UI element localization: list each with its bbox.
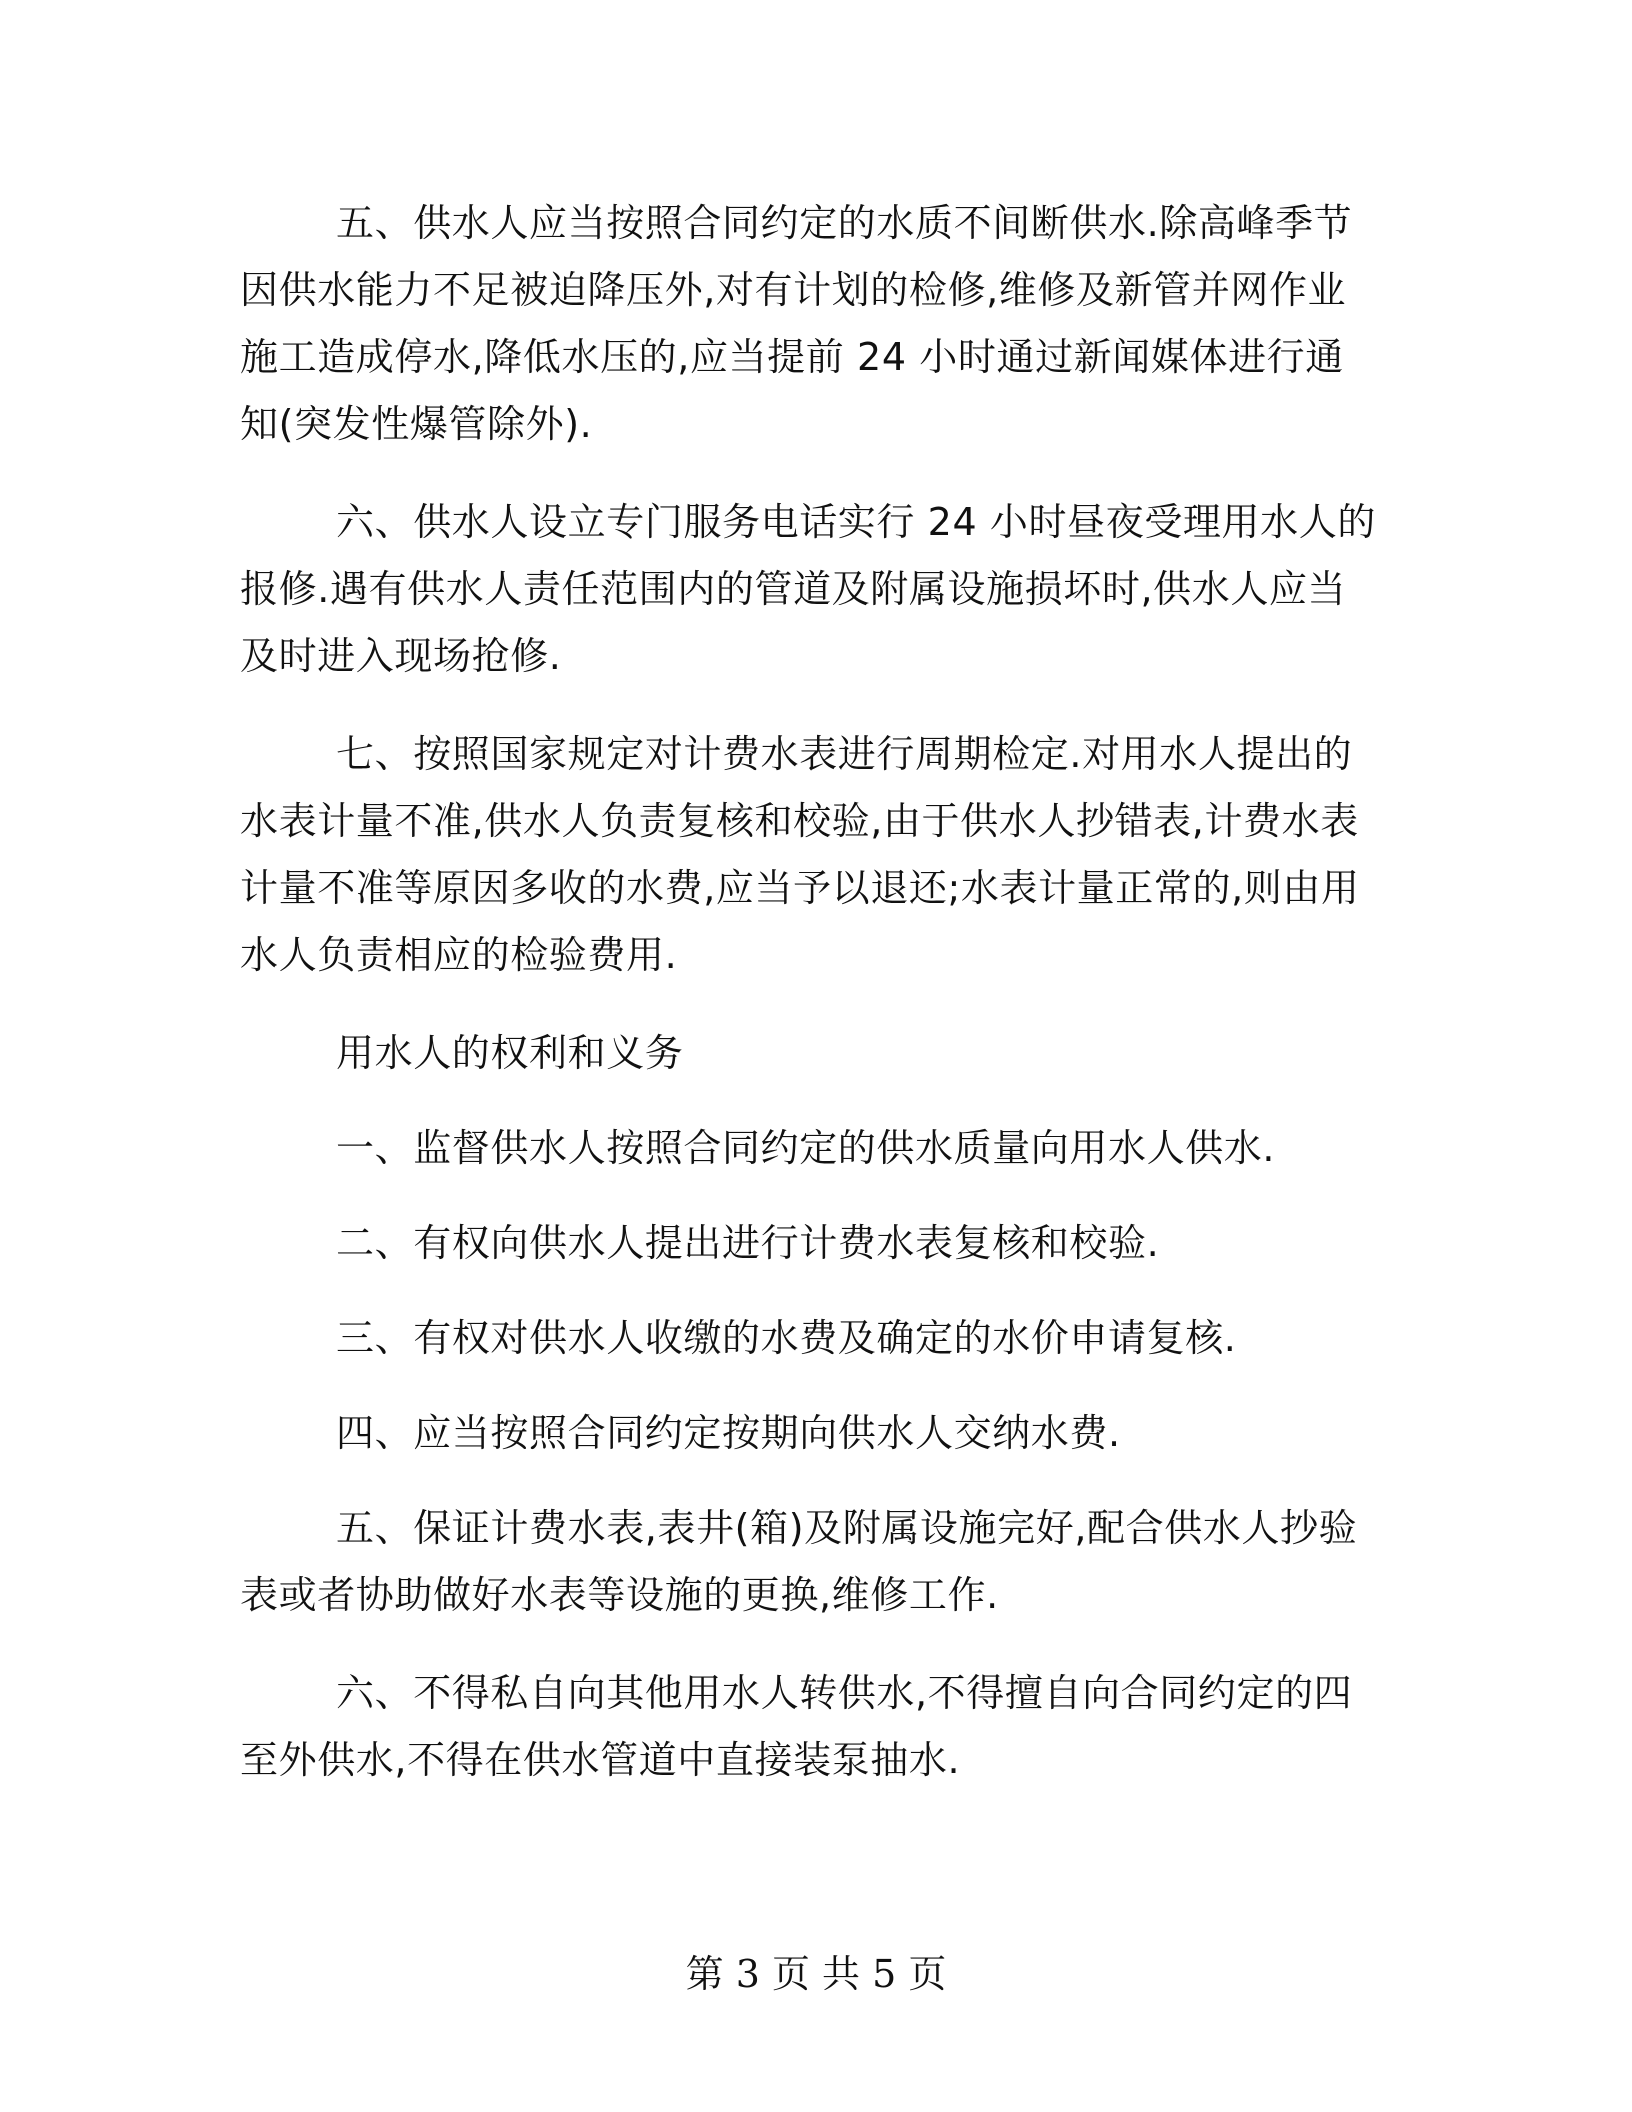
user-clause-5: 五、保证计费水表,表井(箱)及附属设施完好,配合供水人抄验表或者协助做好水表等设施的更换,维修工作. xyxy=(240,1506,1358,1617)
supplier-clause-7: 七、按照国家规定对计费水表进行周期检定.对用水人提出的水表计量不准,供水人负责复核和校验,由于供水人抄错表,计费水表计量不准等原因多收的水费,应当予以退还;水表计量正常的,则由用水人负责相应的检验费用. xyxy=(240,732,1360,977)
user-clause-3: 三、有权对供水人收缴的水费及确定的水价申请复核. xyxy=(336,1316,1237,1360)
user-section-heading: 用水人的权利和义务 xyxy=(336,1031,684,1075)
user-clause-2: 二、有权向供水人提出进行计费水表复核和校验. xyxy=(336,1221,1160,1265)
supplier-clause-5: 五、供水人应当按照合同约定的水质不间断供水.除高峰季节因供水能力不足被迫降压外,对有计划的检修,维修及新管并网作业施工造成停水,降低水压的,应当提前 24 小时通过新闻媒体进行通知(突发性爆管除外). xyxy=(240,201,1353,446)
supplier-clause-6: 六、供水人设立专门服务电话实行 24 小时昼夜受理用水人的报修.遇有供水人责任范围内的管道及附属设施损坏时,供水人应当及时进入现场抢修. xyxy=(240,500,1376,678)
user-clause-6: 六、不得私自向其他用水人转供水,不得擅自向合同约定的四至外供水,不得在供水管道中直接装泵抽水. xyxy=(240,1671,1353,1782)
document-body xyxy=(240,190,1380,1825)
page-number-footer: 第 3 页 共 5 页 xyxy=(685,1952,947,1996)
user-clause-4: 四、应当按照合同约定按期向供水人交纳水费. xyxy=(336,1411,1121,1455)
user-clause-1: 一、监督供水人按照合同约定的供水质量向用水人供水. xyxy=(336,1126,1276,1170)
